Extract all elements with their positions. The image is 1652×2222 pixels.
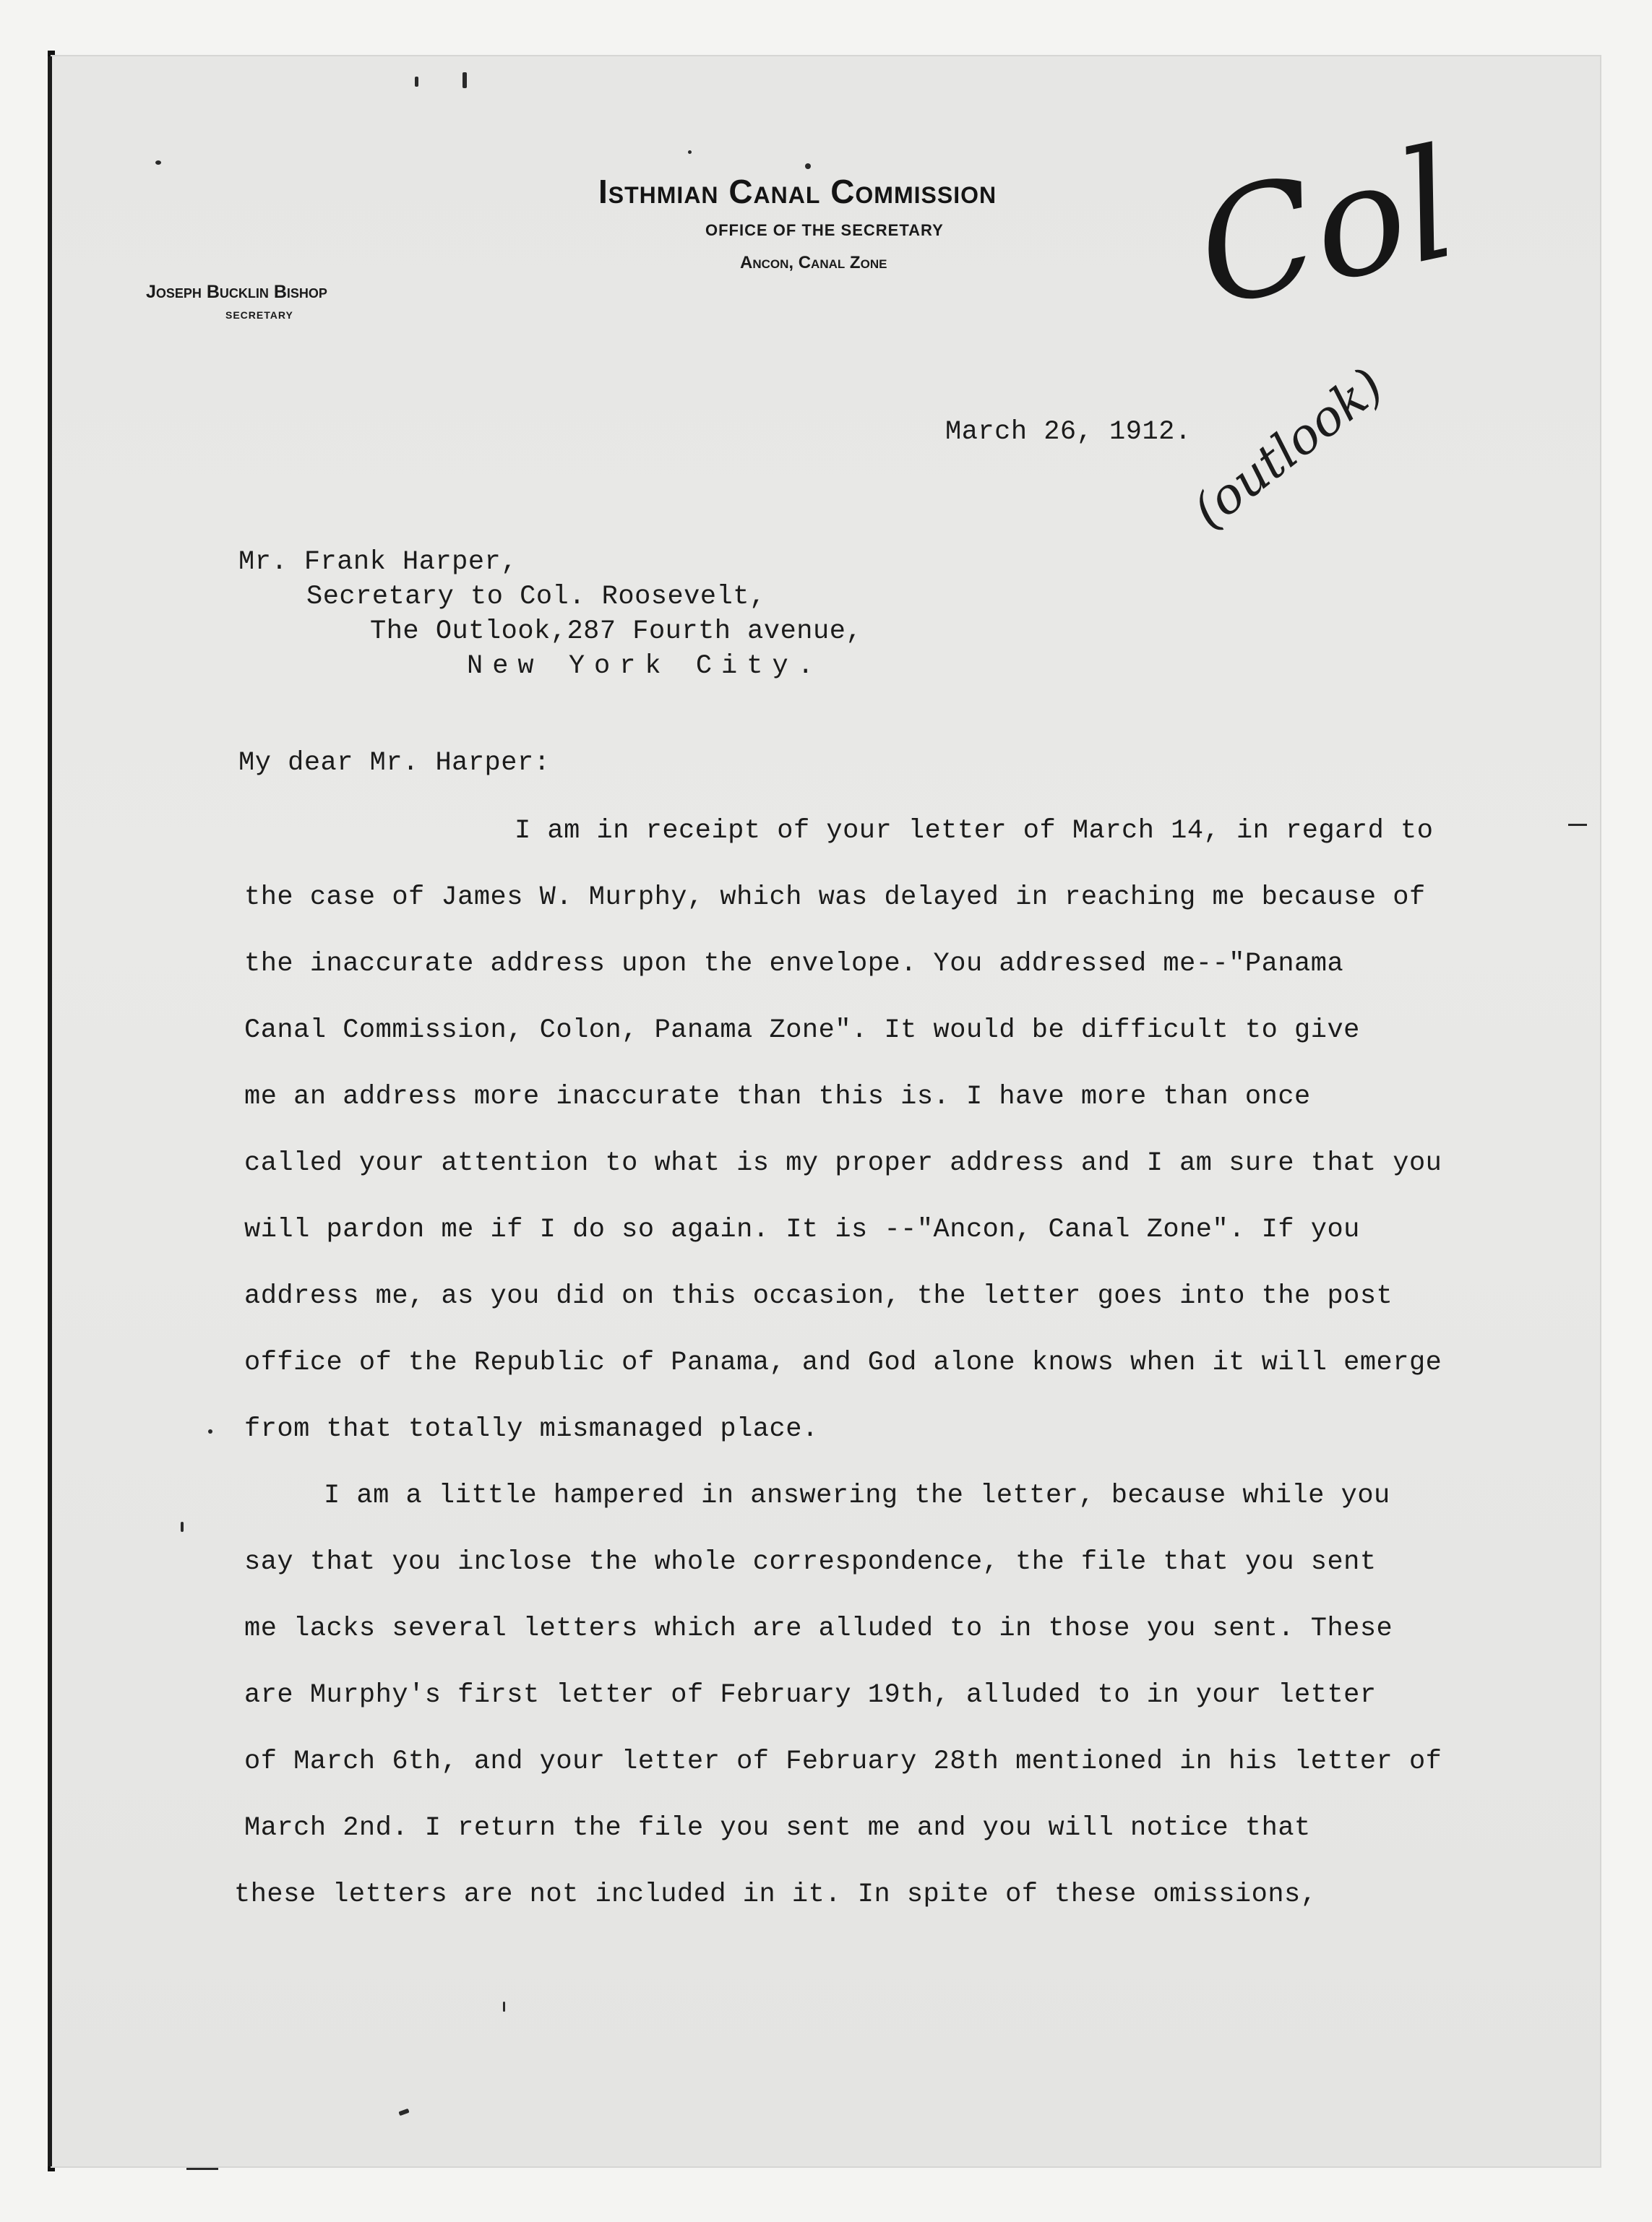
handwritten-col-note: Col — [1182, 114, 1470, 342]
scan-mark — [1568, 824, 1587, 826]
letterhead-office: OFFICE OF THE SECRETARY — [705, 221, 944, 239]
body-line: from that totally mismanaged place. — [244, 1414, 819, 1444]
body-line: say that you inclose the whole correspondence, the file that you sent — [244, 1547, 1377, 1577]
body-line: me lacks several letters which are alluded to in those you sent. These — [244, 1614, 1393, 1644]
recipient-line: New York City. — [467, 651, 823, 681]
letterhead-place: Ancon, Canal Zone — [740, 253, 887, 272]
body-line: office of the Republic of Panama, and God alone knows when it will emerge — [244, 1348, 1442, 1378]
body-line: the inaccurate address upon the envelope. You addressed me--"Panama — [244, 949, 1344, 979]
speck — [688, 150, 692, 154]
recipient-line: Mr. Frank Harper, — [238, 547, 517, 577]
body-line: the case of James W. Murphy, which was delayed in reaching me because of — [244, 882, 1426, 913]
body-line: called your attention to what is my proper address and I am sure that you — [244, 1148, 1442, 1179]
body-line: March 2nd. I return the file you sent me and you will notice that — [244, 1813, 1311, 1843]
speck — [181, 1522, 184, 1532]
salutation: My dear Mr. Harper: — [238, 748, 551, 778]
letterhead-secretary-title: SECRETARY — [225, 309, 293, 321]
body-line: of March 6th, and your letter of February 28th mentioned in his letter of — [244, 1747, 1442, 1777]
speck — [805, 163, 811, 169]
speck — [208, 1429, 212, 1434]
body-line: will pardon me if I do so again. It is --"Ancon, Canal Zone". If you — [244, 1215, 1360, 1245]
letter-date: March 26, 1912. — [945, 417, 1192, 447]
speck — [503, 2002, 505, 2012]
letterhead-organization: Isthmian Canal Commission — [598, 173, 997, 210]
body-line: these letters are not included in it. In spite of these omissions, — [234, 1879, 1317, 1910]
handwritten-outlook-note: (outlook) — [1182, 357, 1395, 541]
body-line: I am in receipt of your letter of March 14, in regard to — [515, 816, 1434, 846]
body-line: I am a little hampered in answering the letter, because while you — [324, 1481, 1390, 1511]
letterhead-secretary-name: Joseph Bucklin Bishop — [146, 282, 327, 302]
scan-mark — [186, 2168, 218, 2170]
body-line: are Murphy's first letter of February 19th, alluded to in your letter — [244, 1680, 1377, 1710]
speck — [463, 72, 467, 88]
body-line: me an address more inaccurate than this is. I have more than once — [244, 1082, 1311, 1112]
speck — [415, 77, 418, 87]
body-line: Canal Commission, Colon, Panama Zone". It would be difficult to give — [244, 1015, 1360, 1046]
recipient-line: Secretary to Col. Roosevelt, — [306, 582, 766, 612]
body-line: address me, as you did on this occasion, the letter goes into the post — [244, 1281, 1393, 1312]
recipient-line: The Outlook,287 Fourth avenue, — [370, 616, 863, 647]
speck — [155, 160, 161, 165]
